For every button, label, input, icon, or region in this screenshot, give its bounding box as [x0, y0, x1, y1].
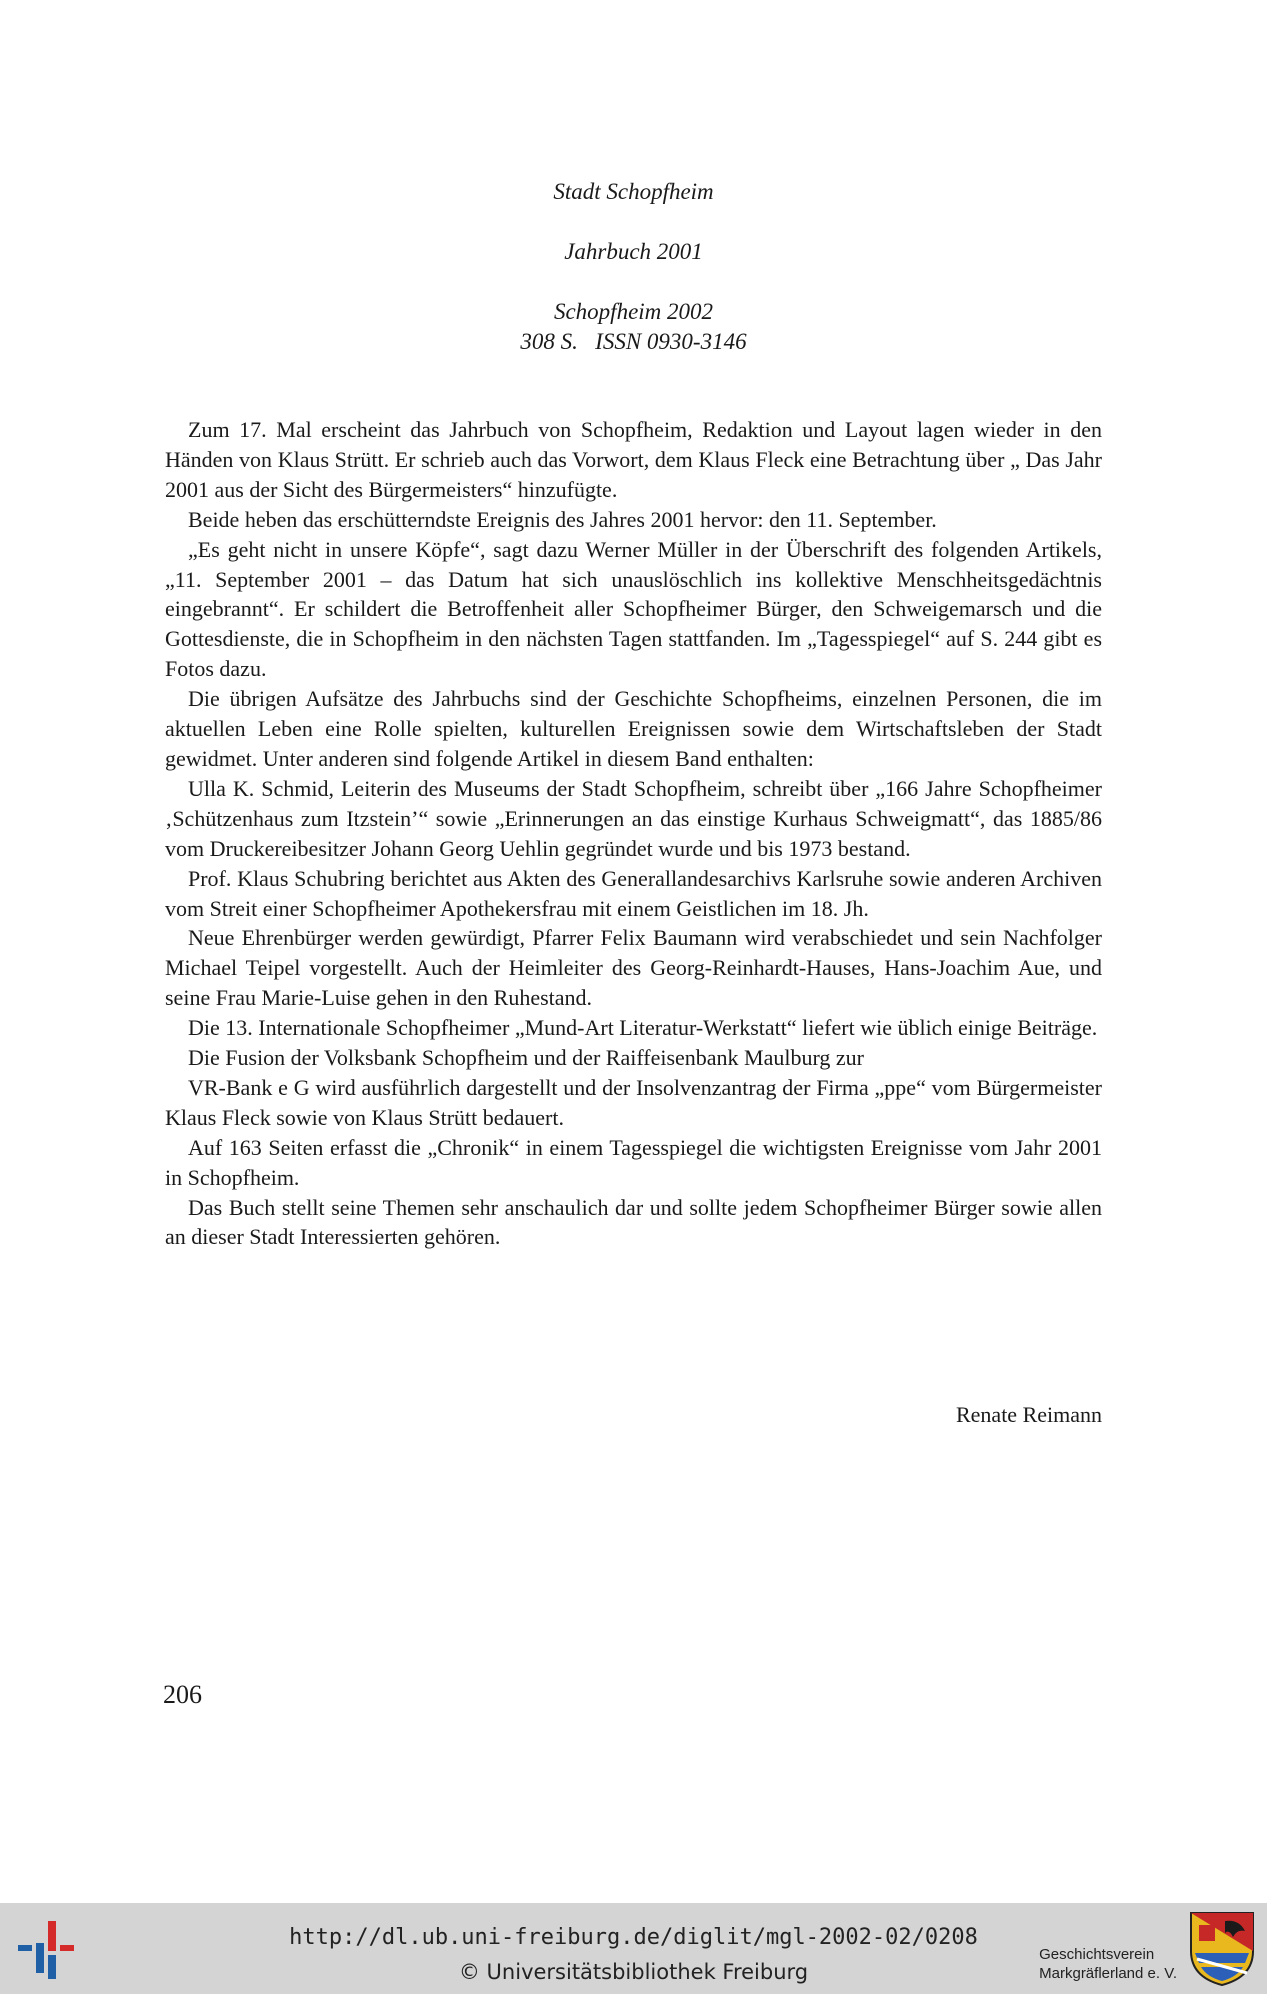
society-line-2: Markgräflerland e. V. — [1039, 1965, 1177, 1982]
footer-bar — [0, 1903, 1267, 1994]
society-line-1: Geschichtsverein — [1039, 1946, 1155, 1963]
document-url-link[interactable]: http://dl.ub.uni-freiburg.de/diglit/mgl-2002-02/0208 — [289, 1925, 978, 1950]
paragraph: Ulla K. Schmid, Leiterin des Museums der Stadt Schopfheim, schreibt über „166 Jahre Schopfheimer ‚Schützenhaus zum Itzstein’“ sowie „Erinnerungen an das einstige Kurhaus Schweigmatt“, das 1885/86 vom Druckereibesitzer Johann Georg Uehlin gegründet wurde und bis 1973 bestand. — [165, 775, 1102, 861]
paragraph: Prof. Klaus Schubring berichtet aus Akten des Generallandesarchivs Karlsruhe sowie anderen Archiven vom Streit einer Schopfheimer Apothekersfrau mit einem Geistlichen im 18. Jh. — [165, 865, 1102, 921]
paragraph: Zum 17. Mal erscheint das Jahrbuch von Schopfheim, Redaktion und Layout lagen wieder in den Händen von Klaus Strütt. Er schrieb auch das Vorwort, dem Klaus Fleck eine Betrachtung über „ Das Jahr 2001 aus der Sicht des Bürgermeisters“ hinzufügte. — [165, 417, 1102, 502]
review-body — [165, 415, 1102, 1252]
page-number: 206 — [163, 1680, 202, 1709]
paragraph: VR-Bank e G wird ausführlich dargestellt und der Insolvenzantrag der Firma „ppe“ vom Bürgermeister Klaus Fleck sowie von Klaus Strütt bedauert. — [165, 1074, 1102, 1130]
paragraph: Auf 163 Seiten erfasst die „Chronik“ in einem Tagesspiegel die wichtigsten Ereignisse vom Jahr 2001 in Schopfheim. — [165, 1134, 1102, 1190]
paragraph: Neue Ehrenbürger werden gewürdigt, Pfarrer Felix Baumann wird verabschiedet und sein Nachfolger Michael Teipel vorgestellt. Auch der Heimleiter des Georg-Reinhardt-Hauses, Hans-Joachim Aue, und seine Frau Marie-Luise gehen in den Ruhestand. — [165, 925, 1102, 1011]
paragraph: Die übrigen Aufsätze des Jahrbuchs sind der Geschichte Schopfheims, einzelnen Personen, die im aktuellen Leben eine Rolle spielten, kulturellen Ereignissen sowie dem Wirtschaftsleben der Stadt gewidmet. Unter anderen sind folgende Artikel in diesem Band enthalten: — [165, 686, 1102, 771]
publisher-heading: Stadt Schopfheim — [553, 179, 714, 204]
copyright-notice: © Universitätsbibliothek Freiburg — [458, 1960, 809, 1984]
paragraph: Beide heben das erschütterndste Ereignis des Jahres 2001 hervor: den 11. September. — [188, 506, 937, 532]
book-title-heading: Jahrbuch 2001 — [564, 239, 703, 264]
paragraph: Das Buch stellt seine Themen sehr anschaulich dar und sollte jedem Schopfheimer Bürger sowie allen an dieser Stadt Interessierten gehören. — [165, 1194, 1102, 1250]
paragraph: Die Fusion der Volksbank Schopfheim und der Raiffeisenbank Maulburg zur — [188, 1045, 864, 1071]
paragraph: Die 13. Internationale Schopfheimer „Mund-Art Literatur-Werkstatt“ liefert wie üblich einige Beiträge. — [188, 1015, 1098, 1041]
society-name — [1039, 1945, 1177, 1983]
pages-issn-heading: 308 S. ISSN 0930-3146 — [520, 329, 747, 354]
reviewer-signature: Renate Reimann — [955, 1402, 1102, 1427]
society-crest-icon — [1189, 1911, 1255, 1987]
paragraph: „Es geht nicht in unsere Köpfe“, sagt dazu Werner Müller in der Überschrift des folgenden Artikels, „11. September 2001 – das Datum hat sich unauslöschlich ins kollektive Menschheitsgedächtnis eingebrannt“. Er schildert die Betroffenheit aller Schopfheimer Bürger, den Schweigemarsch und die Gottesdienste, die in Schopfheim in den nächsten Tagen stattfanden. Im „Tagesspiegel“ auf S. 244 gibt es Fotos dazu. — [165, 536, 1102, 682]
place-year-heading: Schopfheim 2002 — [553, 299, 714, 324]
